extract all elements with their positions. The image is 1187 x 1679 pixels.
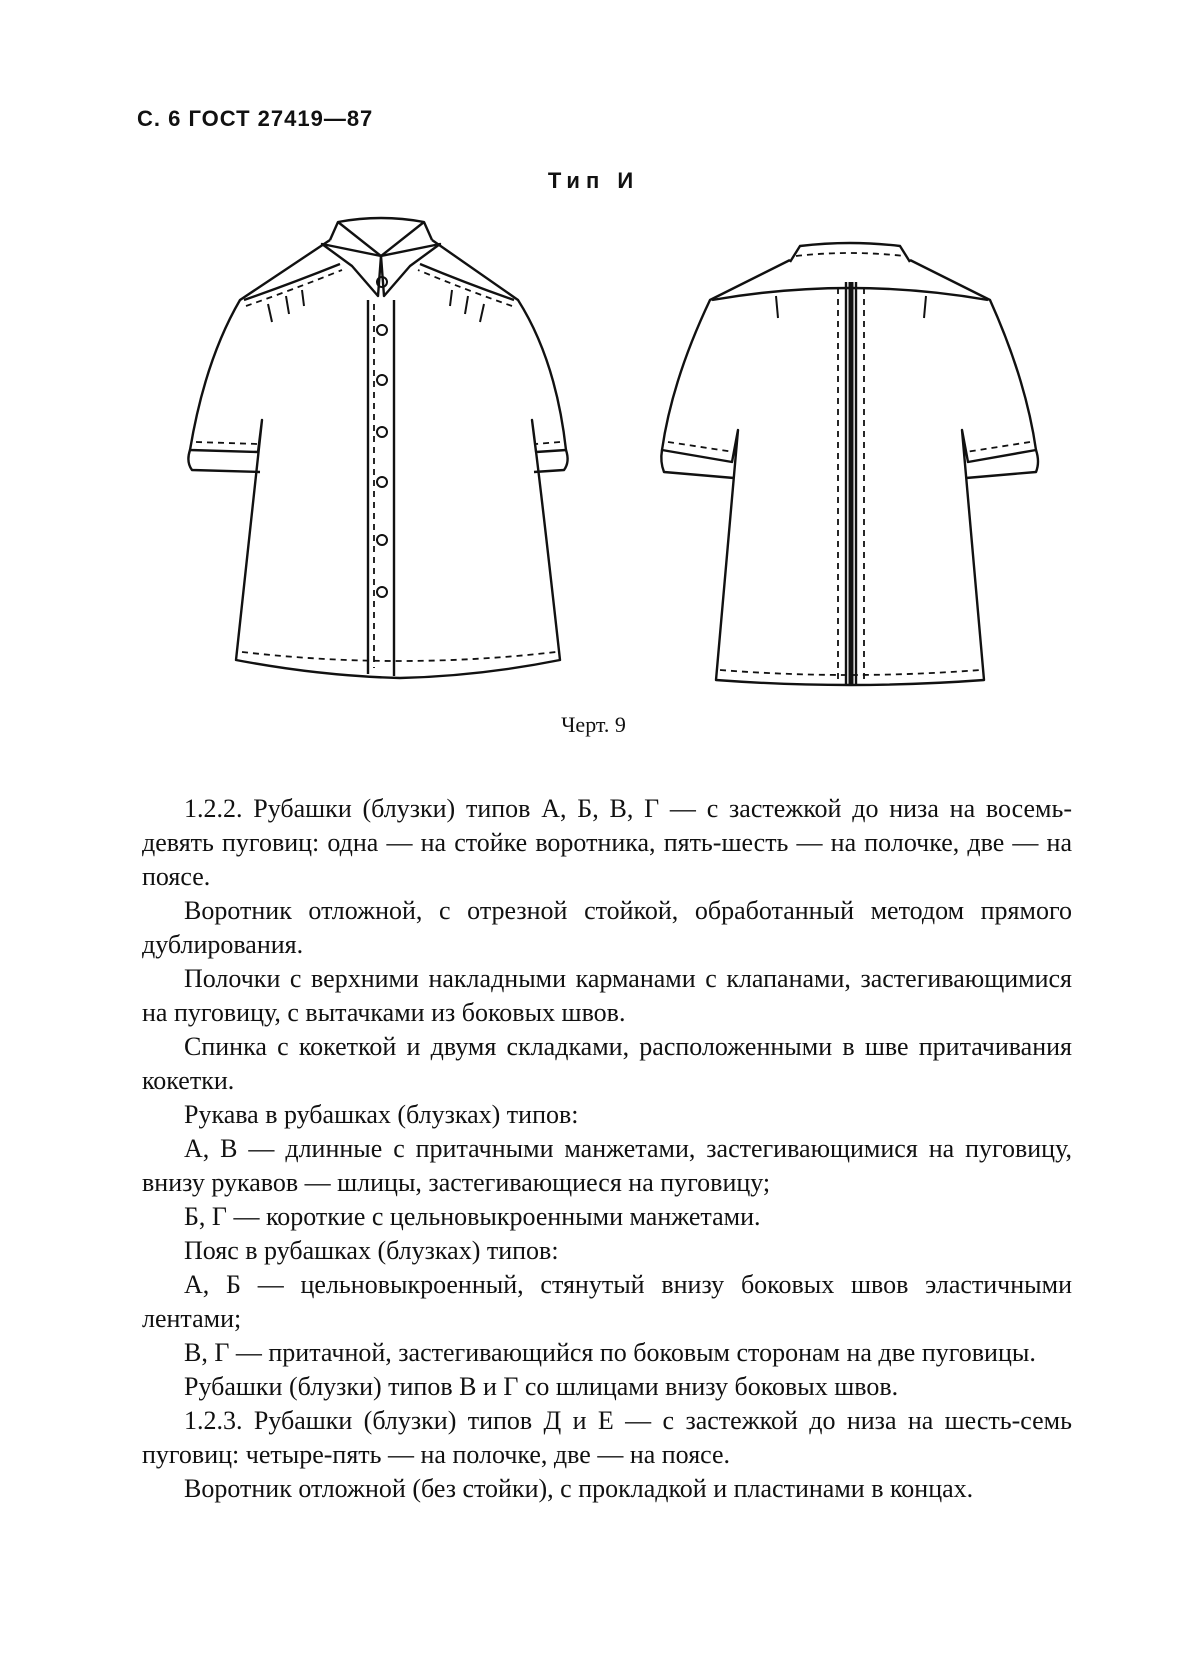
paragraph: Воротник отложной, с отрезной стойкой, обработанный методом прямого дублирования. bbox=[142, 896, 1072, 959]
paragraph: Спинка с кокеткой и двумя складками, расположенными в шве притачивания кокетки. bbox=[142, 1032, 1072, 1095]
paragraph: Рукава в рубашках (блузках) типов: bbox=[184, 1100, 579, 1129]
paragraph: Полочки с верхними накладными карманами с клапанами, застегивающимися на пуговицу, с вытачками из боковых швов. bbox=[142, 964, 1072, 1027]
paragraph: Рубашки (блузки) типов В и Г со шлицами внизу боковых швов. bbox=[184, 1372, 899, 1401]
paragraph: Воротник отложной (без стойки), с прокладкой и пластинами в концах. bbox=[184, 1474, 974, 1503]
figure-caption: Черт. 9 bbox=[561, 712, 626, 737]
paragraph: Б, Г — короткие с цельновыкроенными манжетами. bbox=[184, 1202, 761, 1231]
type-title: Тип И bbox=[547, 168, 640, 193]
shirt-front-view bbox=[188, 218, 567, 678]
shirt-drawings bbox=[0, 0, 1187, 720]
page-header: С. 6 ГОСТ 27419—87 bbox=[137, 106, 374, 131]
paragraph: Пояс в рубашках (блузках) типов: bbox=[184, 1236, 559, 1265]
body-text bbox=[142, 792, 1072, 1506]
paragraph: 1.2.3. Рубашки (блузки) типов Д и Е — с застежкой до низа на шесть-семь пуговиц: четыре-пять — на полочке, две — на поясе. bbox=[142, 1406, 1072, 1469]
paragraph: А, В — длинные с притачными манжетами, застегивающимися на пуговицу, внизу рукавов — шлицы, застегивающиеся на пуговицу; bbox=[142, 1134, 1072, 1197]
paragraph: В, Г — притачной, застегивающийся по боковым сторонам на две пуговицы. bbox=[184, 1338, 1036, 1367]
paragraph: 1.2.2. Рубашки (блузки) типов А, Б, В, Г — с застежкой до низа на восемь-девять пуговиц: одна — на стойке воротника, пять-шесть — на полочке, две — на поясе. bbox=[142, 794, 1072, 891]
paragraph: А, Б — цельновыкроенный, стянутый внизу боковых швов эластичными лентами; bbox=[142, 1270, 1072, 1333]
